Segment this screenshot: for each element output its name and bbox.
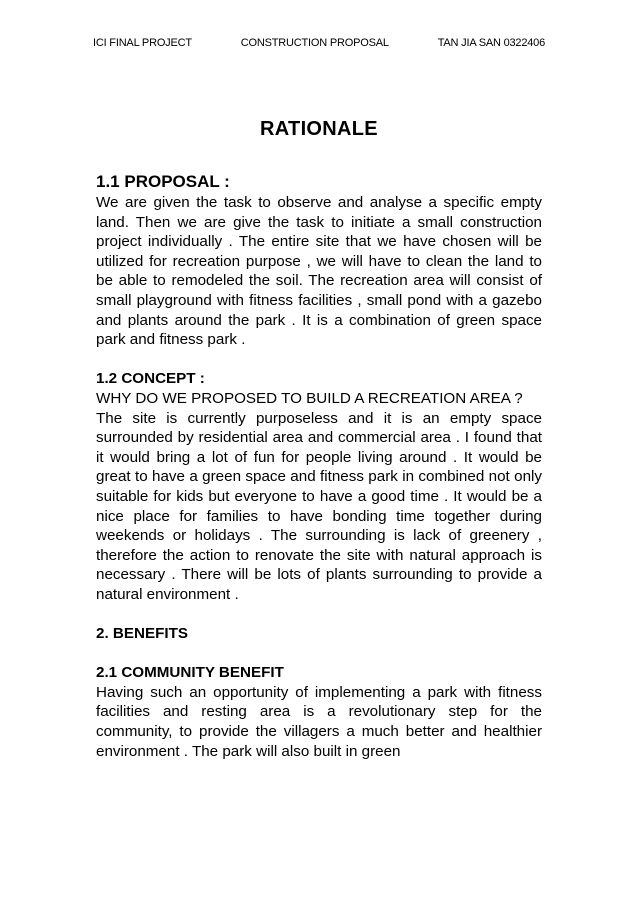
community-benefit-paragraph: Having such an opportunity of implementing a park with fitness facilities and resting area is a revolutionary step for the community, to provide the villagers a much better and healthier environment . The park will also built in green bbox=[96, 683, 542, 760]
document-body bbox=[96, 116, 542, 761]
spacer bbox=[96, 644, 542, 664]
page-title: RATIONALE bbox=[260, 118, 378, 140]
community-benefit-heading: 2.1 COMMUNITY BENEFIT bbox=[96, 664, 284, 682]
concept-paragraph: The site is currently purposeless and it is an empty space surrounded by residential area and commercial area . I found that it would bring a lot of fun for people living around . It would be great to have a green space and fitness park in combined not only suitable for kids but everyone to have a good time . It would be a nice place for families to have bonding time together during weekends or holidays . The surrounding is lack of greenery , therefore the action to renovate the site with natural approach is necessary . There will be lots of plants surrounding to provide a natural environment . bbox=[96, 409, 542, 603]
spacer bbox=[96, 350, 542, 370]
page-header bbox=[93, 37, 545, 49]
header-document-type: CONSTRUCTION PROPOSAL bbox=[240, 37, 389, 49]
spacer bbox=[96, 604, 542, 624]
header-author: TAN JIA SAN 0322406 bbox=[437, 37, 545, 49]
proposal-paragraph: We are given the task to observe and analyse a specific empty land. Then we are give the task to initiate a small construction project individually . The entire site that we have chosen will be utilized for recreation purpose , we will have to clean the land to be able to remodeled the soil. The recreation area will consist of small playground with fitness facilities , small pond with a gazebo and plants around the park . It is a combination of green space park and fitness park . bbox=[96, 194, 542, 349]
header-project: ICI FINAL PROJECT bbox=[93, 37, 192, 49]
benefits-heading: 2. BENEFITS bbox=[96, 625, 188, 643]
concept-question: WHY DO WE PROPOSED TO BUILD A RECREATION AREA ? bbox=[96, 389, 523, 407]
concept-heading: 1.2 CONCEPT : bbox=[96, 370, 205, 388]
proposal-heading: 1.1 PROPOSAL : bbox=[96, 172, 230, 191]
